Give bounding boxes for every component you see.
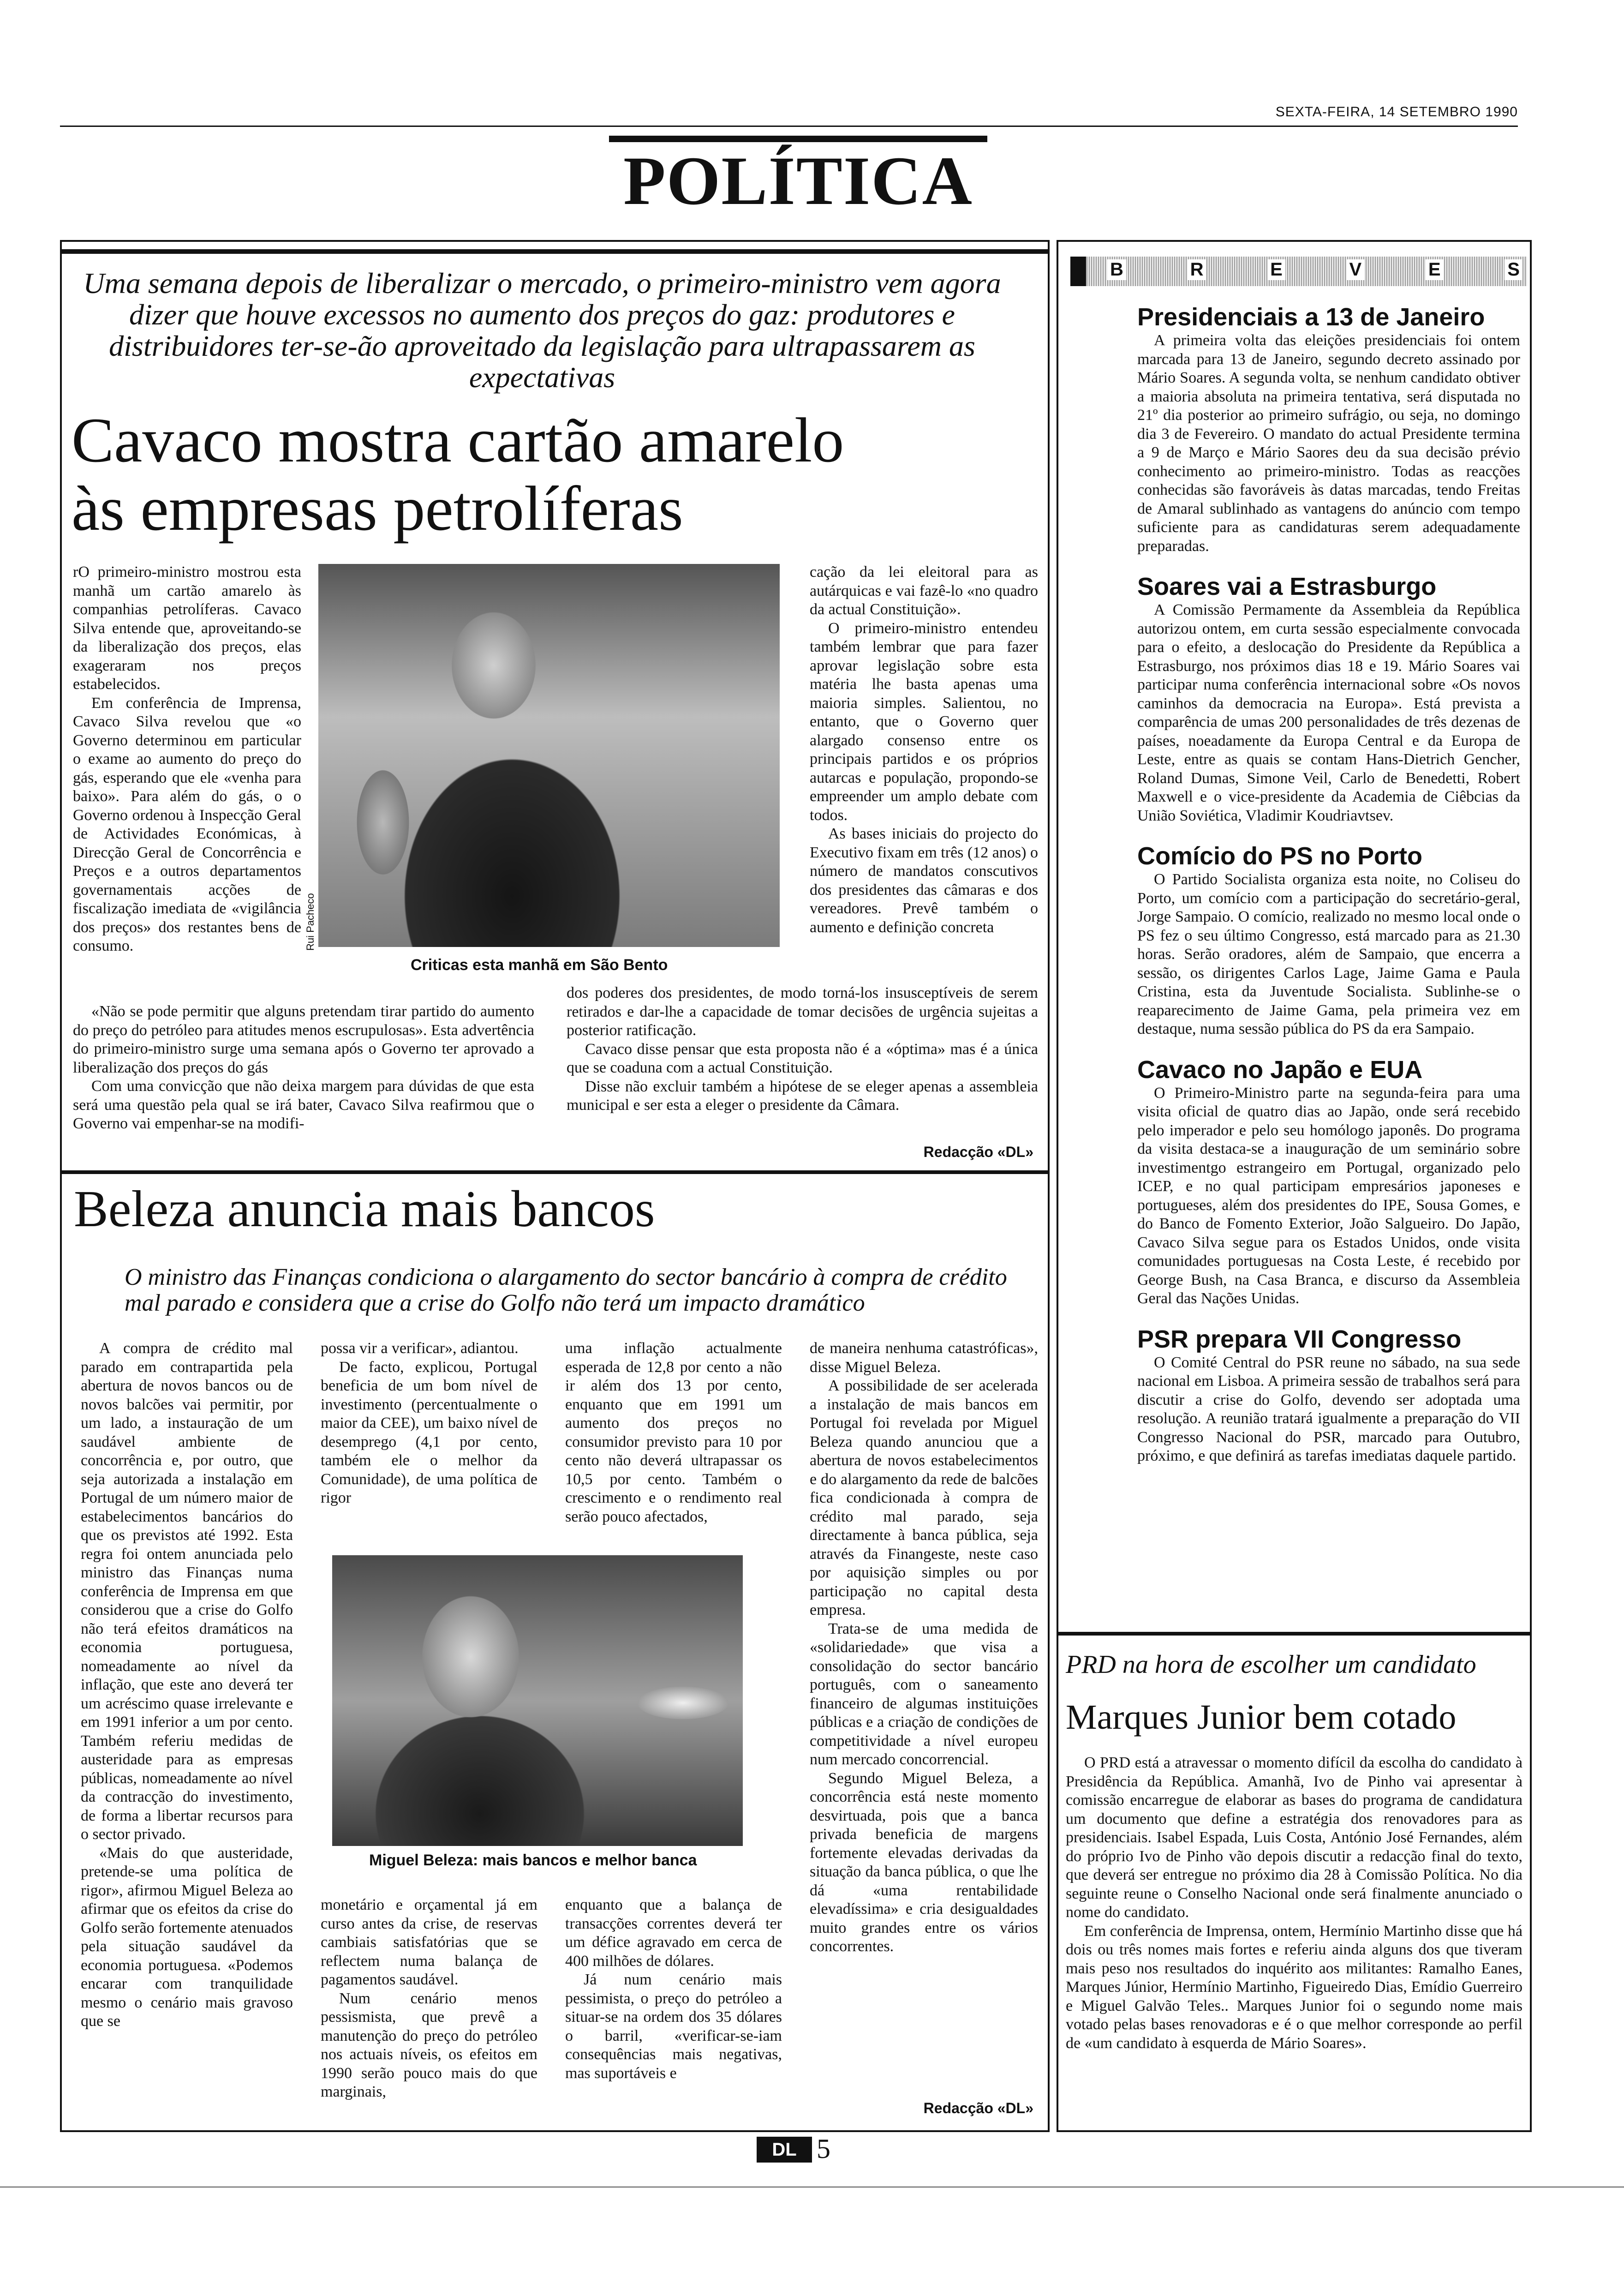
paragraph: monetário e orçamental já em curso antes da crise, de reservas cambiais satisfatórias que se reflectem numa balança de pagamentos saudável. bbox=[321, 1896, 537, 1988]
brief-title: Cavaco no Japão e EUA bbox=[1137, 1055, 1423, 1084]
dateline: SEXTA-FEIRA, 14 SETEMBRO 1990 bbox=[1275, 104, 1518, 120]
brief-text bbox=[1137, 870, 1520, 1039]
breves-letter: E bbox=[1426, 259, 1444, 280]
paragraph: rO primeiro-ministro mostrou esta manhã um cartão amarelo às companhias petrolíferas. Cavaco Silva entende que, aproveitando-se da liberalização dos preços, elas exageraram nos preços estabelecidos. bbox=[73, 563, 301, 693]
paragraph: Segundo Miguel Beleza, a concorrência está neste momento desvirtuada, pois que a banca privada beneficia de margens fortemente elevadas derivadas da situação da banca pública, o que lhe dá «uma rentabilidade elevadíssima» e cria desigualdades muito grandes entre os vários concorrentes. bbox=[810, 1769, 1038, 1955]
breves-list bbox=[1137, 303, 1520, 1466]
beleza-column-3-top bbox=[565, 1339, 782, 1526]
paragraph: uma inflação actualmente esperada de 12,8 por cento a não ir além dos 13 por cento, enquanto que em 1991 um aumento dos preços no consumidor previsto para 10 por cento não deverá ultrapassar os 10,5 por cento. Também o crescimento e o rendimento real serão pouco afectados, bbox=[565, 1340, 782, 1525]
breves-label bbox=[1107, 259, 1522, 280]
beleza-headline: Beleza anuncia mais bancos bbox=[74, 1180, 655, 1238]
brief-item bbox=[1137, 1055, 1520, 1308]
paragraph: A possibilidade de ser acelerada a instalação de mais bancos em Portugal foi revelada por Miguel Beleza quando anunciou que a abertura de novos estabelecimentos e do alargamento da rede de balcões fica condicionada à compra de crédito mal parado, seja directamente à banca pública, seja através da Finangeste, neste caso por aquisição simples ou por participação no capital desta empresa. bbox=[810, 1377, 1038, 1618]
brief-title: Comício do PS no Porto bbox=[1137, 842, 1422, 870]
beleza-signature: Redacção «DL» bbox=[923, 2100, 1033, 2116]
lead-bottom-left bbox=[73, 1002, 534, 1133]
paragraph: Já num cenário mais pessimista, o preço do petróleo a situar-se na ordem dos 35 dólares o barril, «verificar-se-iam consequências mais negativas, mas suportáveis e bbox=[565, 1971, 782, 2082]
paragraph: Num cenário menos pessismista, que prevê a manutenção do preço do petróleo nos actuais níveis, os efeitos em 1990 serão pouco mais do que marginais, bbox=[321, 1989, 537, 2100]
paragraph: A primeira volta das eleições presidenciais foi ontem marcada para 13 de Janeiro, segundo decreto assinado por Mário Soares. A segunda volta, se nenhum candidato obtiver a maioria absoluta na primeira tentativa, será disputada no 21º dia posterior ao primeiro sufrágio, ou seja, no domingo dia 3 de Fevereiro. O mandato do actual Presidente termina a 9 de Março e Mário Saores deu da sua decisão prévio conhecimento ao primeiro-ministro. Todas as reacções conhecidas são favoráveis às datas marcadas, tendo Freitas de Amaral sublinhado as vantagens do anúncio com tempo suficiente para as candidaturas serem adequadamente preparadas. bbox=[1137, 332, 1520, 555]
paragraph: Cavaco disse pensar que esta proposta não é a «óptima» mas é a única que se coaduna com a actual Constituição. bbox=[567, 1040, 1038, 1076]
lead-top-rule bbox=[60, 249, 1050, 254]
breves-letter: B bbox=[1107, 259, 1126, 280]
breves-letter: R bbox=[1188, 259, 1206, 280]
paragraph: possa vir a verificar», adiantou. bbox=[321, 1340, 519, 1357]
paragraph: Em conferência de Imprensa, Cavaco Silva revelou que «o Governo determinou em particular o exame ao aumento do preço do gás, esperando que ele «venha para baixo». Para além do gás, o o Governo ordenou à Inspecção Geral de Actividades Económicas, à Direcção Geral de Concorrência e Preços e a outros departamentos governamentais acções de fiscalização imediata de «vigilância dos preços» dos restantes bens de consumo. bbox=[73, 694, 301, 954]
lead-column-1 bbox=[73, 563, 301, 956]
lead-headline-line-1: Cavaco mostra cartão amarelo bbox=[72, 405, 844, 475]
brief-title: PSR prepara VII Congresso bbox=[1137, 1325, 1462, 1353]
paragraph: de maneira nenhuma catastróficas», disse Miguel Beleza. bbox=[810, 1340, 1038, 1376]
brief-item bbox=[1137, 842, 1520, 1039]
cavaco-photo bbox=[318, 564, 780, 947]
beleza-column-1 bbox=[81, 1339, 293, 2031]
paragraph: «Não se pode permitir que alguns pretendam tirar partido do aumento do preço do petróleo para atitudes menos escrupulosas». Esta advertência do primeiro-ministro surge uma semana após o Governo ter aprovado a liberalização dos preços do gás bbox=[73, 1003, 534, 1076]
prd-body bbox=[1066, 1754, 1522, 2053]
brief-item bbox=[1137, 572, 1520, 825]
paragraph: O Partido Socialista organiza esta noite, no Coliseu do Porto, um comício com a participação do secretário-geral, Jorge Sampaio. O comício, realizado no mesmo local onde o PS fez o seu último Congresso, está marcado para as 21.30 horas. Serão oradores, além de Sampaio, que encerra a sessão, os dirigentes Carlos Lage, Jaime Gama e Paula Cristina, esta da Juventude Socialista. Sublinhe-se o reaparecimento de Jaime Gama, pela primeira vez em destaque, numa sessão pública do PS da era Sampaio. bbox=[1137, 871, 1520, 1037]
prd-headline: Marques Junior bem cotado bbox=[1066, 1698, 1457, 1737]
brief-text bbox=[1137, 331, 1520, 556]
brief-title: Soares vai a Estrasburgo bbox=[1137, 573, 1437, 600]
cavaco-caption: Criticas esta manhã em São Bento bbox=[411, 956, 668, 974]
paragraph: Trata-se de uma medida de «solidariedade» que visa a consolidação do sector bancário português, com o saneamento financeiro de algumas instituições públicas e a criação de condições de competitividade a nível europeu num mercado concorrencial. bbox=[810, 1620, 1038, 1768]
dl-logo-text: DL bbox=[772, 2139, 797, 2160]
paragraph: Em conferência de Imprensa, ontem, Hermínio Martinho disse que há dois ou três nomes mais fortes e referiu ainda alguns dos que tiveram mais peso nos resultados do inquérito aos militantes: Ramalho Eanes, Marques Júnior, Hermínio Martinho, Figueiredo Dias, Emídio Guerreiro e Miguel Galvão Teles.. Marques Junior foi o segundo nome mais votado pelas bases renovadoras e é o que melhor corresponde ao perfil de «um candidato à esquerda de Mário Soares». bbox=[1066, 1922, 1522, 2052]
photo-credit: Rui Pacheco bbox=[304, 893, 316, 951]
page-number: 5 bbox=[817, 2133, 830, 2164]
breves-letter: S bbox=[1505, 259, 1522, 280]
lead-column-3 bbox=[810, 563, 1038, 937]
breves-letter: E bbox=[1267, 259, 1285, 280]
paragraph: A compra de crédito mal parado em contrapartida pela abertura de novos bancos ou de novos balcões vai permitir, por um lado, a instauração de um saudável ambiente de concorrência e, por outro, que seja autorizada a instalação em Portugal de um número maior de estabelecimentos bancários do que os previstos até 1992. Esta regra foi ontem anunciada pelo ministro das Finanças numa conferência de Imprensa em que considerou que a crise do Golfo não terá efeitos dramáticos na economia portuguesa, nomeadamente ao nível da inflação, que este ano deverá ter um acréscimo quase irrelevante e em 1991 inferior a um por cento. Também referiu medidas de austeridade para as empresas públicas, nomeadamente ao nível da contracção do investimento, de forma a libertar recursos para o sector privado. bbox=[81, 1340, 293, 1843]
paragraph: Disse não excluir também a hipótese de se eleger apenas a assembleia municipal e ser esta a eleger o presidente da Câmara. bbox=[567, 1078, 1038, 1114]
header-rule bbox=[60, 126, 1518, 127]
paragraph: O PRD está a atravessar o momento difícil da escolha do candidato à Presidência da República. Amanhã, Ivo de Pinho vai apresentar à comissão encarregue de elaborar as bases do programa de candidatura um documento que define a estratégia dos renovadores para as presidenciais. Isabel Espada, Luis Costa, António José Fernandes, além do próprio Ivo de Pinho vão depois discutir a redacção final do texto, que deverá ser entregue no próximo dia 28 à Comissão Política. No dia seguinte reune o Conselho Nacional onde será finalmente anunciado o nome do candidato. bbox=[1066, 1754, 1522, 1921]
beleza-column-4 bbox=[810, 1339, 1038, 1956]
lead-signature: Redacção «DL» bbox=[923, 1144, 1033, 1160]
brief-text bbox=[1137, 601, 1520, 825]
dl-logo bbox=[757, 2137, 812, 2163]
paragraph: Com uma convicção que não deixa margem para dúvidas de que esta será uma questão pela qual se irá bater, Cavaco Silva reafirmou que o Governo vai empenhar-se na modifi- bbox=[73, 1078, 534, 1132]
paragraph: «Mais do que austeridade, pretende-se uma política de rigor», afirmou Miguel Beleza ao afirmar que os efeitos da crise do Golfo serão fortemente atenuados pela situação saudável da economia portuguesa. «Podemos encarar com tranquilidade mesmo o cenário mais gravoso que se bbox=[81, 1844, 293, 2030]
section-bar bbox=[609, 136, 987, 142]
beleza-column-3-bottom bbox=[565, 1896, 782, 2083]
paragraph: dos poderes dos presidentes, de modo torná-los insusceptíveis de serem retirados e dar-lhe a capacidade de tomar decisões de urgência sujeitas a posterior ratificação. bbox=[567, 984, 1038, 1039]
beleza-column-2-top bbox=[321, 1339, 537, 1508]
breves-marker bbox=[1070, 257, 1086, 286]
paragraph: De facto, explicou, Portugal beneficia de um bom nível de investimento (percentualmente o maior da CEE), um baixo nível de desemprego (4,1 por cento, também ele o melhor da Comunidade), de uma política de rigor bbox=[321, 1358, 537, 1506]
paragraph: enquanto que a balança de transacções correntes deverá ter um défice agravado em cerca de 400 milhões de dólares. bbox=[565, 1896, 782, 1970]
paragraph: O Primeiro-Ministro parte na segunda-feira para uma visita oficial de quatro dias ao Japão, onde será recebido pelo imperador e pelo seu homólogo japonês. Do programa da visita destaca-se a inauguração de um seminário sobre investimentgo estrangeiro em Portugal, organizado pelo ICEP, e no qual participam empresários japoneses e portugueses, além dos presidentes do IPE, Sousa Gomes, e do Banco de Fomento Exterior, João Salgueiro. Do Japão, Cavaco Silva segue para os Estados Unidos, onde visita comunidades portuguesas na Costa Leste, é recebido por George Bush, na Casa Branca, e discurso da Assembleia Geral das Nações Unidas. bbox=[1137, 1084, 1520, 1307]
paragraph: As bases iniciais do projecto do Executivo fixam em três (12 anos) o número de mandatos conscutivos dos presidentes das câmaras e dos vereadores. Prevê também o aumento e definição concreta bbox=[810, 825, 1038, 936]
prd-kicker: PRD na hora de escolher um candidato bbox=[1066, 1650, 1476, 1679]
brief-item bbox=[1137, 1325, 1520, 1466]
paragraph: O Comité Central do PSR reune no sábado, na sua sede nacional em Lisboa. A primeira sessão de trabalhos será para discutir a crise do Golfo, devendo ser adoptada uma resolução. A reunião tratará igualmente a preparação do VII Congresso Nacional do PSR, marcado para Outubro, próximo, e que definirá as tarefas imediatas daquele partido. bbox=[1137, 1354, 1520, 1464]
lead-headline bbox=[72, 406, 1040, 543]
paragraph: cação da lei eleitoral para as autárquicas e vai fazê-lo «no quadro da actual Constituição». bbox=[810, 563, 1038, 618]
section-title: POLÍTICA bbox=[623, 143, 973, 219]
paragraph: A Comissão Permamente da Assembleia da República autorizou ontem, em curta sessão especialmente convocada para o efeito, a deslocação do Presidente da República a Estrasburgo, nos próximos dias 18 e 19. Mário Soares vai participar numa conferência internacional sobre «Os novos caminhos da democracia na Europa». Está prevista a comparência de umas 200 personalidades de três dezenas de países, noeadamente da Europa Central e da Europa de Leste, entre as quais se contam Hans-Dietrich Gencher, Roland Dumas, Simone Veil, Carlo de Benedetti, Robert Maxwell e o vice-presidente da Academia de Ciêbcias da União Soviética, Vladimir Koudriavtsev. bbox=[1137, 601, 1520, 824]
brief-text bbox=[1137, 1084, 1520, 1308]
beleza-kicker: O ministro das Finanças condiciona o alargamento do sector bancário à compra de crédito mal parado e considera que a crise do Golfo não terá um impacto dramático bbox=[125, 1264, 1007, 1316]
brief-text bbox=[1137, 1354, 1520, 1466]
brief-item bbox=[1137, 303, 1520, 556]
brief-title: Presidenciais a 13 de Janeiro bbox=[1137, 303, 1485, 331]
paragraph: O primeiro-ministro entendeu também lembrar que para fazer aprovar legislação sobre esta matéria lhe basta apenas uma maioria simples. Salientou, no entanto, que o Governo quer alargado consenso entre os principais partidos e os próprios autarcas e população, propondo-se empreender um amplo debate com todos. bbox=[810, 619, 1038, 824]
lead-bottom-right bbox=[567, 984, 1038, 1115]
lead-headline-line-2: às empresas petrolíferas bbox=[72, 473, 683, 544]
breves-letter: V bbox=[1347, 259, 1365, 280]
beleza-column-2-bottom bbox=[321, 1896, 537, 2102]
beleza-caption: Miguel Beleza: mais bancos e melhor banca bbox=[369, 1852, 697, 1869]
beleza-photo bbox=[332, 1555, 743, 1846]
lead-kicker: Uma semana depois de liberalizar o mercado, o primeiro-ministro vem agora dizer que houve excessos no aumento dos preços do gaz: produtores e distribuidores ter-se-ão aproveitado da legislação para ultrapassarem as expectativas bbox=[83, 267, 1001, 394]
